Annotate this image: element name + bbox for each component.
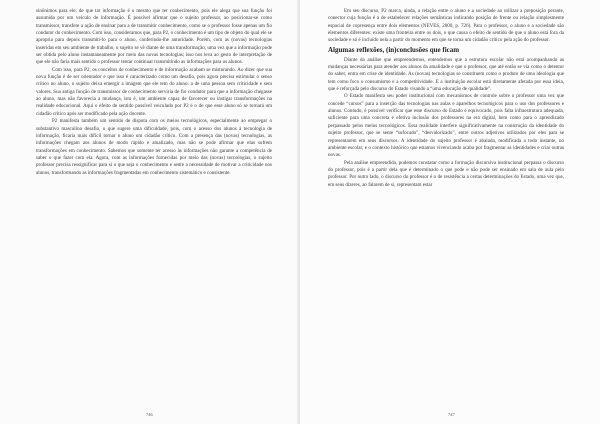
paragraph: sinônimos para ele; de que tar informação é o mesmo que ter conhecimento, pois ele alega que sua função foi assumida por um veículo de informação. É possível afirmar que o sujeito professor, ao posicionar-se como transmissor, transfere a ação de ensinar para a de transmitir conhecimento, como se o professor fosse apenas um fio condutor do conhecimento. Com isso, consideramos que, para P2, o conhecimento é um tipo de objeto do qual ele se apropria para depois transmiti-lo para o aluno, conferindo-lhe autoridade. Porém, com as (novas) tecnologias inseridas em seu ambiente de trabalho, o sujeito se vê diante de uma transformação, uma vez que a informação pode ser obtida pelo aluno instantaneamente por meio das novas tecnologias; isso nos leva ao gesto de interpretação de que ele não faria mais sentido o professor tentar continuar transmitindo as informações para os alunos. <box>36 8 272 66</box>
page-number: 747 <box>448 412 455 417</box>
section-heading: Algumas reflexões, (in)conclusões que ficam <box>328 45 460 54</box>
paragraph: O Estado manifesta seu poder institucional com mecanismos de controle sobre o professor uma vez que concede “cursos” para a inserção das tecnologias nas aulas e aparelhos tecnológicos para o uso dos professores e alunos. Contudo, é possível verificar que esse discurso do Estado é equivocado, pois falta infraestrutura adequada, suficiente para uma concreta e efetiva inclusão dos professores na era digital, bem como para o aprendizado perpassado pelos meios tecnológicos. Essa realidade interfere significativamente na construção da identidade do sujeito professor, que se sente “sufocado”, “desvalorizado”, entre outros adjetivos utilizados por eles para se representarem em seus discursos. A identidade do sujeito professor é abalada, modificada a todo instante, no ambiente escolar, e o contexto histórico que estamos vivenciando acaba por fragmentar as identidades e criar outras novas. <box>328 93 564 159</box>
paragraph: Com isso, para P2, os conceitos de conhecimento e de informação acabam se misturando. Ao dizer que sua nova função é de ser orientador e que isso é caracterizado como um desafio, pois agora precisa estimular o senso crítico no aluno, o sujeito deixa emergir a imagem que ele tem do aluno: a de uma pessoa sem criticidade e sem valores. Sua antiga função de transmissor de conhecimento serviria de fio condutor para que a informação chegasse ao aluno, mas não favorecia a mudança, isto é, um ambiente capaz de favorecer ou instigar transformações na realidade educacional. Aqui o efeito de sentido possível veiculado por P2 é o de que esse aluno só se tornará um cidadão crítico após ser modificado pela ação docente. <box>36 66 272 117</box>
paragraph: Em seu discurso, P2 marca, ainda, a relação entre o aluno e a sociedade ao utilizar a preposição perante, conector cuja função é a de estabelecer relações semânticas indicando posição de frente ou relação simplesmente espacial de copresença entre dois elementos (NEVES, 2000, p. 726). Para o professor, o aluno e a sociedade são elementos diferentes: existe uma fronteira entre os dois, o que causa o efeito de sentido de que o aluno está fora da sociedade e só é incluído nela a partir do momento em que se torna um cidadão crítico pela ação do professor. <box>328 8 564 44</box>
right-text-column <box>328 8 564 189</box>
paragraph: P2 manifesta também um sentido de disputa com os meios tecnológicos, especialmente ao empregar o substantivo masculino desafio, o que sugere uma dificuldade, pois, com o acesso dos alunos à tecnologia de informação, ficaria mais difícil tornar o aluno um cidadão crítico. Com a presença das (novas) tecnologias, as informações chegam aos alunos de modo rápido e atualizado, mas não se pode afirmar que elas sofrem transformações em conhecimento. Sabemos que somente ter acesso às informações não garante a competência de saber o que fazer com ela. Agora, com as informações fornecidas por meio das (novas) tecnologias, o sujeito professor precisa ressignificar para si o que seja o conhecimento e sente a necessidade de motivar a criticidade nos alunos, transformando as informações fragmentadas em conhecimento sistemático e consistente. <box>36 118 272 176</box>
left-text-column <box>36 8 272 177</box>
paragraph: Diante da análise que empreendemos, entendemos que a estrutura escolar não está acompanhando as mudanças necessárias para atender aos alunos da atualidade e que o professor, que até então se via como o detentor do saber, entra em crise de identidade. As (novas) tecnologias se constituem como o produto de uma ideologia que tem como foco o consumismo e a competitividade. E a instituição escolar está diretamente afetada por essa ideia, que é reforçada pelo discurso do Estado visando a “uma educação de qualidade”. <box>328 56 564 93</box>
page-number: 746 <box>146 412 153 417</box>
paragraph: Pela análise empreendida, pudemos constatar como a formação discursiva institucional perpassa o discurso do professor, pois é a partir dela que é determinado o que pode e não pode ser ensinado em sala de aula pelo professor. Por outro lado, o discurso do professor é o de resistência a certas determinações do Estado, uma vez que, em seus dizeres, ao falarem de si, representam estar <box>328 159 564 188</box>
right-page <box>300 0 600 424</box>
